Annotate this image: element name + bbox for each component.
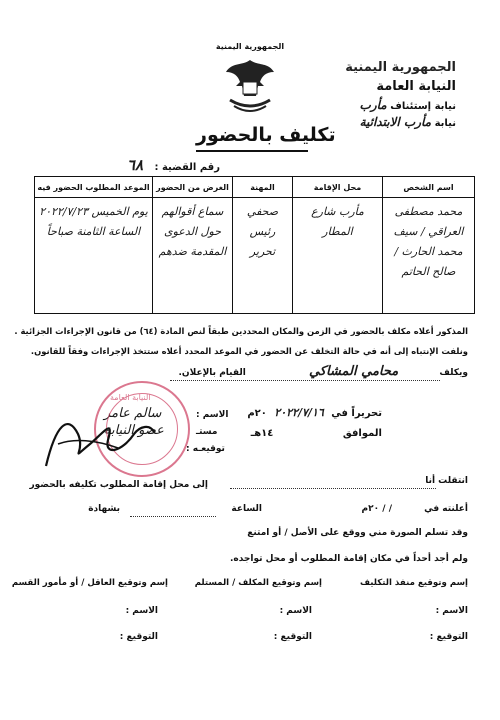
written-suffix: ٢٠م <box>247 408 267 419</box>
not-found-text: ولم أجد أحداً في مكان إقامة المطلوب أو محل تواجده. <box>229 554 468 564</box>
moved-label: انتقلت أنا <box>425 476 468 486</box>
recipient-signature-title: إسم وتوقيع المكلف / المستلم <box>194 578 322 588</box>
prosecution-title: النيابة العامة <box>376 79 456 94</box>
announced-label: أعلنته في <box>424 504 468 514</box>
assign-value: محامي المشاكي <box>308 364 399 379</box>
col-purpose: الغرض من الحضور <box>153 177 233 198</box>
col-residence: محل الإقامة <box>293 177 383 198</box>
emblem-caption: الجمهورية اليمنية <box>215 42 285 51</box>
appeal-prosecution-row <box>360 98 456 112</box>
table-row <box>35 198 475 314</box>
appeal-prosecution-label: نيابة إستئناف <box>390 101 456 112</box>
corresponding-date-row <box>251 428 382 439</box>
signer-signature-label: توقيعـه : <box>186 444 225 454</box>
table-header-row <box>35 177 475 198</box>
corresponding-label: الموافق <box>342 428 382 439</box>
handwritten-signature-icon <box>38 404 158 476</box>
executor-sign-label: التوقيع : <box>429 632 468 642</box>
written-label: تحريراً في <box>331 408 382 419</box>
announced-date-placeholder: / / ٢٠م <box>361 504 392 514</box>
title-underline <box>196 150 308 152</box>
recipient-sign-label: التوقيع : <box>273 632 312 642</box>
country-name: الجمهورية اليمنية <box>345 60 456 75</box>
form-title: تكليف بالحضور <box>196 124 336 146</box>
col-appointment: الموعد المطلوب الحضور فيه <box>35 177 153 198</box>
stamp-text: النيابة العامة <box>110 393 151 402</box>
to-residence-text: إلى محل إقامة المطلوب تكليفه بالحضور <box>29 480 208 490</box>
signer-name-value: سالم عامر <box>104 406 162 421</box>
signer-name-label: الاسم : <box>196 410 229 420</box>
col-person-name: اسم الشخص <box>383 177 475 198</box>
assign-dotted-line <box>170 380 440 381</box>
received-copy-text: وقد تسلم الصورة مني ووقع على الأصل / أو امتنع <box>247 528 468 538</box>
case-number-value: ٦٨ <box>126 156 144 174</box>
office-prosecution-row <box>360 115 456 129</box>
chief-signature-title: إسم وتوقيع العاقل / أو مأمور القسم <box>11 578 168 588</box>
eagle-emblem-icon <box>222 56 278 118</box>
cell-person: محمد مصطفى العراقي / سيف محمد الحارث / صالح الحاتم <box>383 198 475 314</box>
cell-purpose: سماع أقوالهم حول الدعوى المقدمة ضدهم <box>153 198 233 314</box>
recipient-name-label: الاسم : <box>279 606 312 616</box>
written-date-value: ٢٠٢٢/٧/١٦ <box>274 406 324 419</box>
assign-suffix: القيام بالإعلان. <box>178 368 246 378</box>
cell-residence: مأرب شارع المطار <box>293 198 383 314</box>
summons-table <box>34 176 475 314</box>
executor-signature-title: إسم وتوقيع منفذ التكليف <box>360 578 468 588</box>
witness-label: بشهادة <box>88 504 120 514</box>
office-prosecution-label: نيابة <box>434 118 456 129</box>
signer-title-label: مستـ <box>196 427 218 437</box>
col-profession: المهنة <box>233 177 293 198</box>
legal-text-line-1: المذكور أعلاه مكلف بالحضور في الزمن والمكان المحددين طبقاً لنص المادة (٦٤) من قانون الإجراءات الجزائية . <box>14 326 468 336</box>
appeal-prosecution-value: مأرب <box>359 98 387 112</box>
cell-profession: صحفي رئيس تحرير <box>233 198 293 314</box>
assign-row <box>68 364 468 379</box>
case-number-label: رقم القضية : <box>154 162 220 173</box>
cell-appointment: يوم الخميس ٢٠٢٢/٧/٢٣ الساعة الثامنة صباحاً <box>35 198 153 314</box>
assign-label: ويكلف <box>439 368 468 378</box>
executor-name-label: الاسم : <box>435 606 468 616</box>
written-date-row <box>247 406 382 419</box>
office-prosecution-value: مأرب الابتدائية <box>359 115 432 129</box>
chief-name-label: الاسم : <box>125 606 158 616</box>
moved-dotted-line <box>230 488 436 489</box>
time-dotted-line <box>130 516 216 517</box>
corresponding-suffix: ١٤هـ <box>250 428 274 439</box>
legal-text-line-2: ونلفت الإنتباه إلى أنه في حالة التخلف عن الحضور في الموعد المحدد أعلاه ستتخذ الإجراءات وفقاً للقانون. <box>30 346 468 356</box>
time-label: الساعة <box>231 504 262 514</box>
signer-title-value: عضو النيابة <box>104 423 164 438</box>
case-number-row <box>127 156 220 174</box>
chief-sign-label: التوقيع : <box>119 632 158 642</box>
